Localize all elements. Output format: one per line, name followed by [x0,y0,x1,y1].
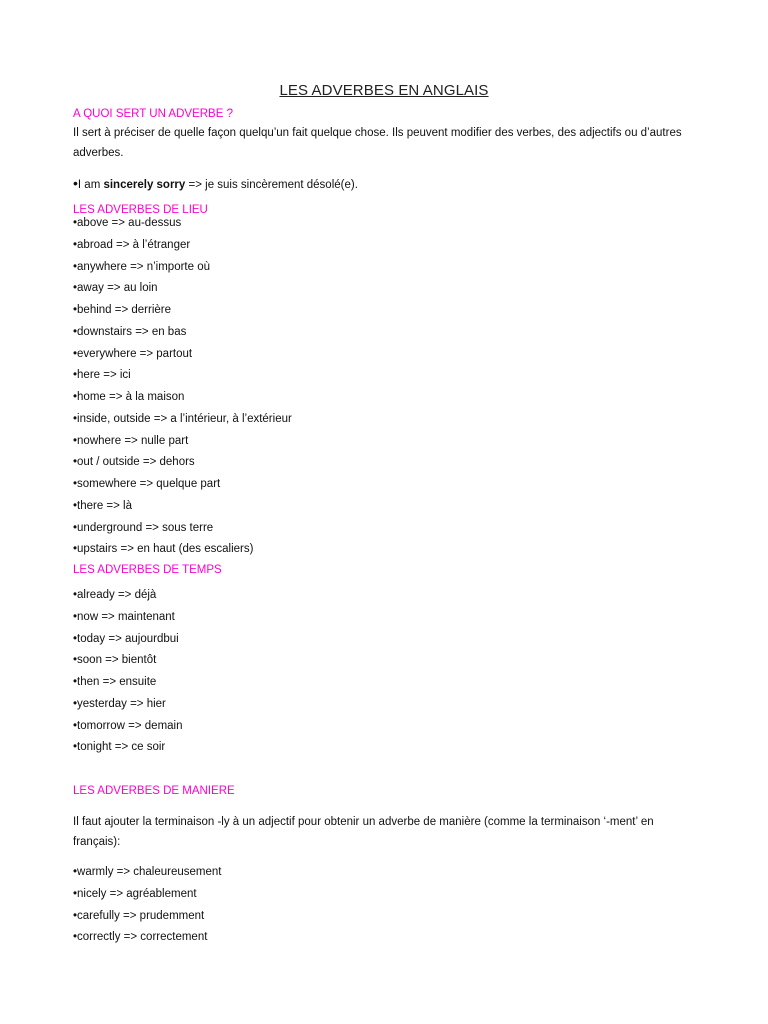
list-item: •underground => sous terre [73,521,214,534]
list-item: •downstairs => en bas [73,325,187,338]
list-item: •tonight => ce soir [73,741,166,754]
list-item: •anywhere => n’importe où [73,260,210,273]
maniere-paragraph: Il faut ajouter la terminaison -ly à un adjectif pour obtenir un adverbe de manière (comme la terminaison ‘-ment’ en français): [73,816,654,848]
list-item: •away => au loin [73,282,158,295]
list-item: •tomorrow => demain [73,719,183,732]
page-title: LES ADVERBES EN ANGLAIS [279,82,489,99]
list-item: •now => maintenant [73,610,175,623]
list-item: •above => au-dessus [73,217,182,229]
list-item: •behind => derrière [73,304,172,316]
list-item: •somewhere => quelque part [73,478,221,490]
intro-heading: A QUOI SERT UN ADVERBE ? [73,108,233,120]
list-item: •correctly => correctement [73,931,208,944]
temps-heading: LES ADVERBES DE TEMPS [73,564,222,576]
bullet: • [73,175,78,191]
list-item: •abroad => à l’étranger [73,238,191,251]
list-item: •everywhere => partout [73,347,193,360]
list-item: •soon => bientôt [73,654,157,667]
intro-paragraph: Il sert à préciser de quelle façon quelqu’un fait quelque chose. Ils peuvent modifier des verbes, des adjectifs ou d’autres adverbes. [73,127,682,159]
lieu-heading: LES ADVERBES DE LIEU [73,204,208,216]
list-item: •carefully => prudemment [73,909,205,922]
example-suffix: => je suis sincèrement désolé(e). [185,179,358,191]
list-item: •nowhere => nulle part [73,434,189,447]
maniere-heading: LES ADVERBES DE MANIERE [73,785,235,797]
list-item: •home => à la maison [73,391,185,403]
list-item: •then => ensuite [73,676,157,688]
temps-list [73,588,183,762]
example-prefix: I am [77,179,104,191]
maniere-list [73,865,221,952]
list-item: •warmly => chaleureusement [73,866,222,878]
list-item: •yesterday => hier [73,697,166,710]
list-item: •already => déjà [73,589,157,601]
intro-example [73,176,358,192]
lieu-list [73,216,292,564]
list-item: •here => ici [73,369,131,382]
list-item: •nicely => agréablement [73,887,197,900]
list-item: •there => là [73,499,133,512]
example-bold-phrase: sincerely sorry [103,179,186,191]
list-item: •out / outside => dehors [73,456,195,469]
list-item: •inside, outside => a l’intérieur, à l’extérieur [73,412,292,425]
list-item: •today => aujourdbui [73,632,179,645]
list-item: •upstairs => en haut (des escaliers) [73,543,254,556]
